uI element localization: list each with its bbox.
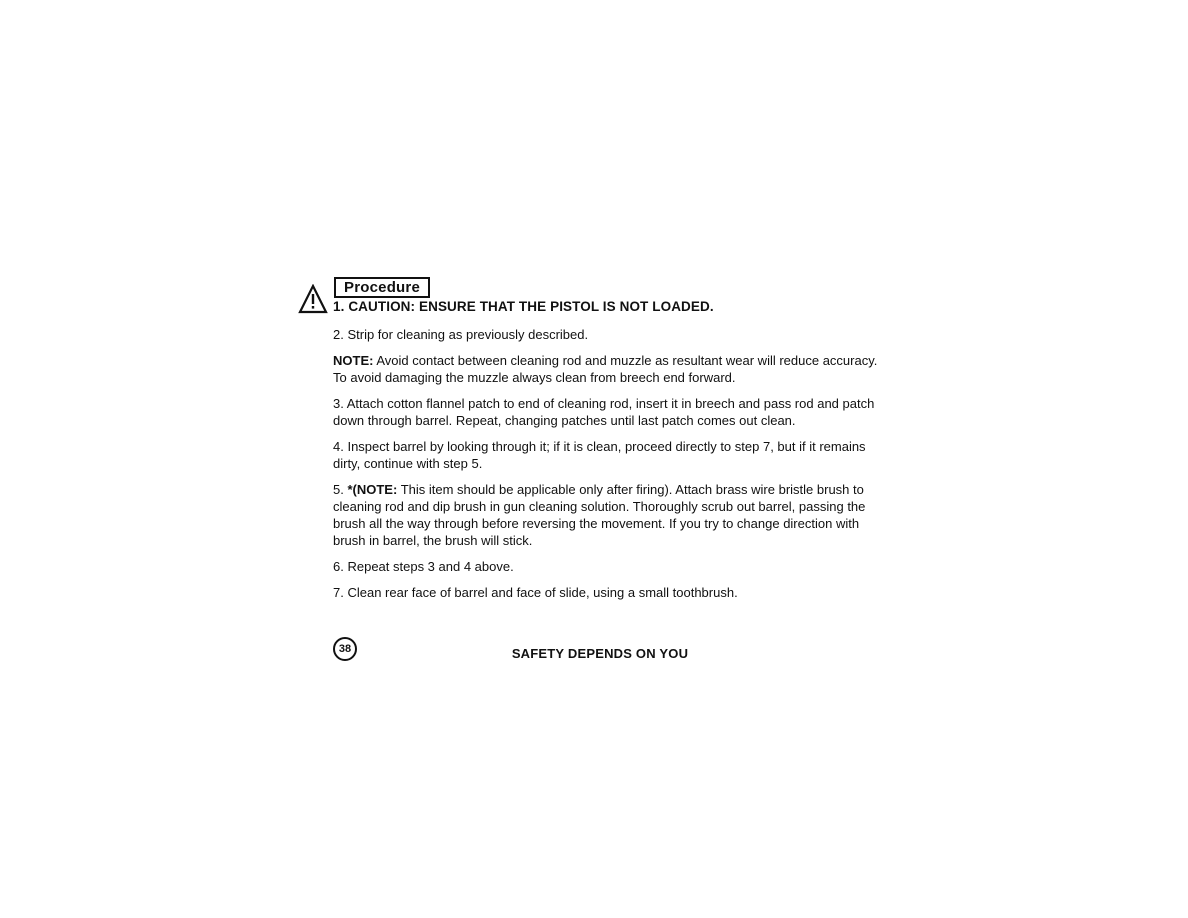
page-number-badge: 38 — [333, 637, 357, 661]
step-1-number: 1. — [333, 299, 345, 314]
warning-triangle-icon — [298, 284, 328, 314]
procedure-content — [333, 298, 878, 610]
step-6-text: Repeat steps 3 and 4 above. — [347, 559, 514, 574]
step-5-note-label: NOTE: — [356, 482, 398, 497]
step-5-number: 5. — [333, 482, 344, 497]
step-3-number: 3. — [333, 396, 344, 411]
step-3-text: Attach cotton flannel patch to end of cleaning rod, insert it in breech and pass rod and patch down through barrel. Repeat, changing patches until last patch comes out clean. — [333, 396, 875, 428]
step-1-text: ENSURE THAT THE PISTOL IS NOT LOADED. — [418, 299, 714, 314]
footer-slogan: SAFETY DEPENDS ON YOU — [511, 646, 689, 661]
step-7 — [333, 584, 878, 601]
step-2 — [333, 326, 878, 343]
procedure-heading: Procedure — [334, 277, 430, 298]
step-6 — [333, 558, 878, 575]
step-5-prefix: *( — [347, 482, 357, 497]
note-paragraph — [333, 352, 878, 386]
note-label: NOTE: — [333, 353, 374, 368]
step-3 — [333, 395, 878, 429]
step-7-number: 7. — [333, 585, 344, 600]
step-2-text: Strip for cleaning as previously described. — [347, 327, 589, 342]
step-4-number: 4. — [333, 439, 344, 454]
step-5 — [333, 481, 878, 549]
step-1 — [333, 298, 878, 316]
caution-label: CAUTION: — [348, 299, 416, 314]
step-7-text: Clean rear face of barrel and face of slide, using a small toothbrush. — [347, 585, 738, 600]
step-5-text: This item should be applicable only after firing). Attach brass wire bristle brush to cleaning rod and dip brush in gun cleaning solution. Thoroughly scrub out barrel, passing the brush all the way through before reversing the movement. If you try to change direction with brush in barrel, the brush will stick. — [333, 482, 866, 548]
step-4-text: Inspect barrel by looking through it; if it is clean, proceed directly to step 7, but if it remains dirty, continue with step 5. — [333, 439, 866, 471]
note-text: Avoid contact between cleaning rod and muzzle as resultant wear will reduce accuracy. To avoid damaging the muzzle always clean from breech end forward. — [333, 353, 878, 385]
step-2-number: 2. — [333, 327, 344, 342]
step-4 — [333, 438, 878, 472]
step-6-number: 6. — [333, 559, 344, 574]
